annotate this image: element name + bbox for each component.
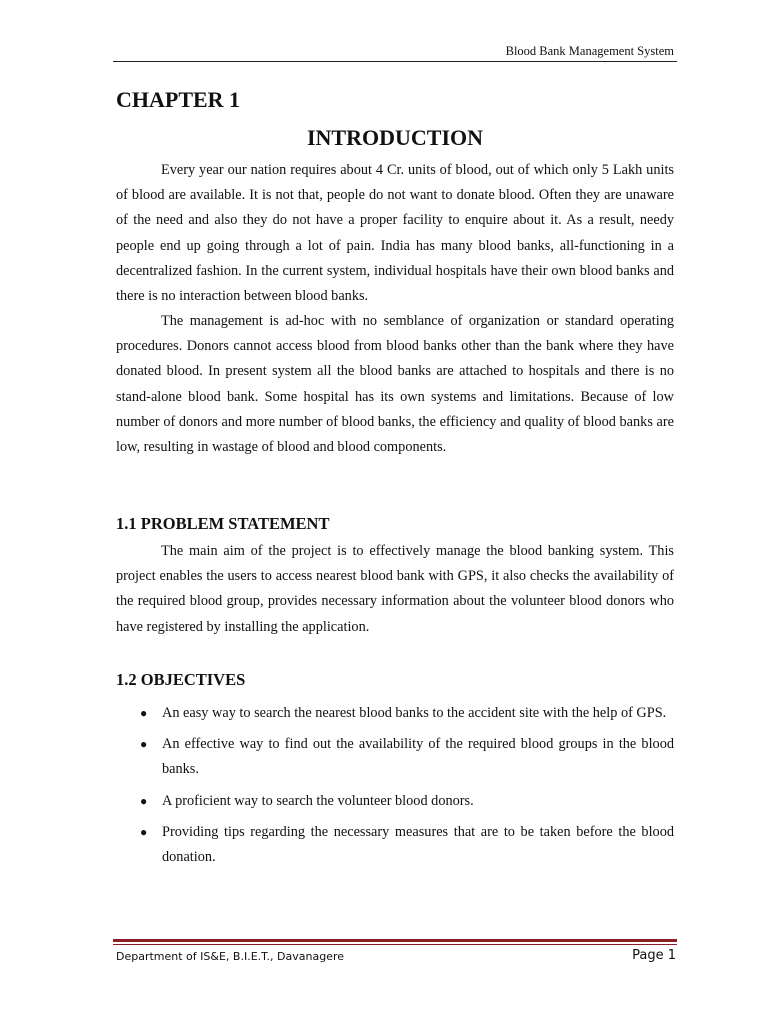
objective-text: Providing tips regarding the necessary measures that are to be taken before the blood donation. — [162, 823, 674, 866]
footer-department: Department of IS&E, B.I.E.T., Davanagere — [116, 950, 345, 963]
objective-item-1 — [116, 701, 674, 726]
bullet-icon: ● — [140, 824, 148, 839]
objective-text: An easy way to search the nearest blood banks to the accident site with the help of GPS. — [162, 705, 667, 721]
bullet-icon: ● — [140, 737, 148, 752]
objectives-list — [116, 701, 674, 876]
footer-rule-thin — [113, 944, 677, 945]
chapter-title: INTRODUCTION — [306, 125, 484, 150]
footer-rule-thick — [113, 939, 677, 942]
header-rule — [113, 61, 677, 62]
problem-statement-heading: 1.1 PROBLEM STATEMENT — [116, 514, 330, 533]
objective-text: A proficient way to search the volunteer blood donors. — [162, 792, 474, 809]
bullet-icon: ● — [140, 793, 148, 808]
objectives-heading: 1.2 OBJECTIVES — [116, 670, 246, 689]
running-header-title: Blood Bank Management System — [505, 44, 674, 58]
intro-paragraph-1: Every year our nation requires about 4 Cr. units of blood, out of which only 5 Lakh units of blood are available. It is not that, people do not want to donate blood. Often they are unaware of the need and also they do not have a proper facility to enquire about it. As a result, needy people end up going through a lot of pain. India has many blood banks, all-functioning in a decentralized fashion. In the current system, individual hospitals have their own blood banks and there is no interaction between blood banks. — [116, 162, 674, 305]
objective-text: An effective way to find out the availability of the required blood groups in the blood banks. — [162, 736, 674, 778]
intro-paragraph-2: The management is ad-hoc with no semblance of organization or standard operating procedures. Donors cannot access blood from blood banks other than the bank where they have donated blood. In present system all the blood banks are attached to hospitals and there is no stand-alone blood bank. Some hospital has its own systems and limitations. Because of low number of donors and more number of blood banks, the efficiency and quality of blood banks are low, resulting in wastage of blood and blood components. — [116, 313, 674, 456]
problem-statement-paragraph: The main aim of the project is to effectively manage the blood banking system. This project enables the users to access nearest blood bank with GPS, it also checks the availability of the required blood group, provides necessary information about the volunteer blood donors who have registered by installing the application. — [116, 543, 674, 635]
objective-item-4 — [116, 820, 674, 870]
footer-page-number: Page 1 — [632, 948, 676, 963]
objective-item-3 — [116, 789, 674, 814]
chapter-label: CHAPTER 1 — [116, 87, 241, 112]
bullet-icon: ● — [140, 706, 148, 720]
objective-item-2 — [116, 732, 674, 782]
